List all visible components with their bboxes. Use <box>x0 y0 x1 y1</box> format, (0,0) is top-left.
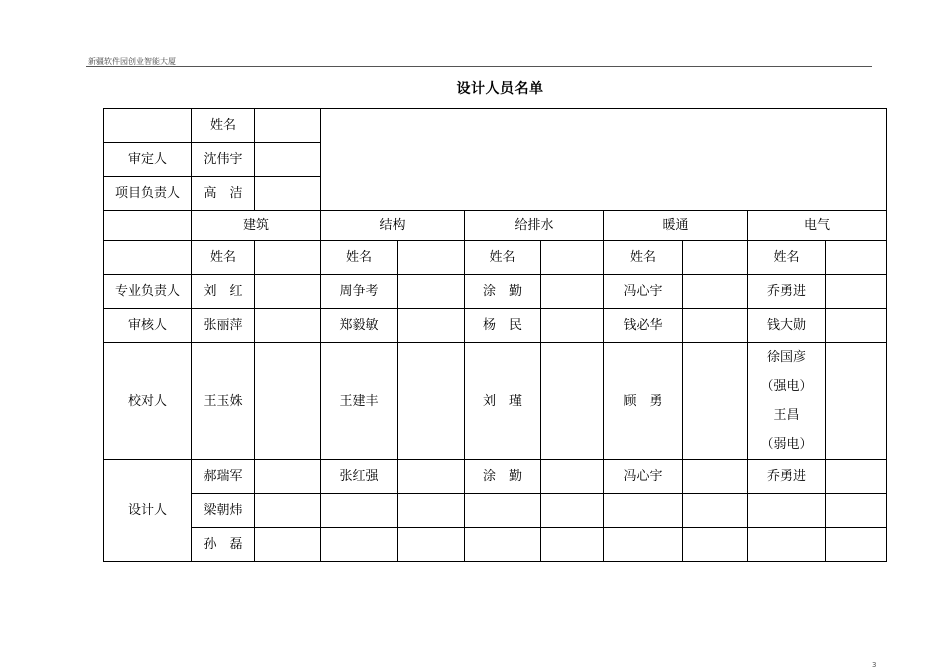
empty-cell <box>541 309 604 343</box>
person-name: 梁朝炜 <box>192 494 255 528</box>
person-name: 乔勇进 <box>748 275 826 309</box>
person-name-multiline <box>748 343 826 460</box>
empty-cell <box>826 275 887 309</box>
name-line: （强电） <box>760 379 813 394</box>
person-name: 钱必华 <box>604 309 683 343</box>
empty-cell <box>465 494 541 528</box>
empty-cell <box>541 343 604 460</box>
blank-area <box>321 109 887 211</box>
empty-cell <box>104 241 192 275</box>
role-label: 审核人 <box>104 309 192 343</box>
empty-cell <box>826 343 887 460</box>
empty-cell <box>826 241 887 275</box>
empty-cell <box>255 275 321 309</box>
empty-cell <box>398 343 465 460</box>
empty-cell <box>541 241 604 275</box>
name-header: 姓名 <box>321 241 398 275</box>
person-name: 周争考 <box>321 275 398 309</box>
empty-cell <box>683 494 748 528</box>
empty-cell <box>748 494 826 528</box>
person-name: 王玉姝 <box>192 343 255 460</box>
empty-cell <box>683 460 748 494</box>
designer-roster-table <box>103 108 887 562</box>
person-name: 郝瑞军 <box>192 460 255 494</box>
name-line: 徐国彦 <box>766 350 806 365</box>
empty-cell <box>826 528 887 562</box>
header-divider <box>86 66 872 67</box>
person-name: 高 洁 <box>192 177 255 211</box>
empty-cell <box>321 494 398 528</box>
person-name: 刘 瑾 <box>465 343 541 460</box>
role-label: 项目负责人 <box>104 177 192 211</box>
empty-cell <box>398 241 465 275</box>
empty-cell <box>683 309 748 343</box>
name-header: 姓名 <box>604 241 683 275</box>
person-name: 王建丰 <box>321 343 398 460</box>
empty-cell <box>398 528 465 562</box>
role-label: 校对人 <box>104 343 192 460</box>
table-row <box>104 528 887 562</box>
empty-cell <box>398 494 465 528</box>
empty-cell <box>104 109 192 143</box>
name-line: 王昌 <box>773 408 800 423</box>
empty-cell <box>255 109 321 143</box>
empty-cell <box>255 309 321 343</box>
empty-cell <box>683 528 748 562</box>
discipline-header: 给排水 <box>465 211 604 241</box>
discipline-header: 暖通 <box>604 211 748 241</box>
empty-cell <box>465 528 541 562</box>
empty-cell <box>104 211 192 241</box>
person-name: 涂 勤 <box>465 275 541 309</box>
empty-cell <box>255 460 321 494</box>
person-name: 张丽萍 <box>192 309 255 343</box>
discipline-header: 电气 <box>748 211 887 241</box>
empty-cell <box>541 494 604 528</box>
empty-cell <box>826 460 887 494</box>
table-row <box>104 109 887 143</box>
running-header: 新疆软件园创业智能大厦 <box>88 57 176 66</box>
empty-cell <box>255 494 321 528</box>
empty-cell <box>541 275 604 309</box>
table-row <box>104 494 887 528</box>
discipline-header: 结构 <box>321 211 465 241</box>
person-name: 刘 红 <box>192 275 255 309</box>
empty-cell <box>541 528 604 562</box>
person-name: 沈伟宇 <box>192 143 255 177</box>
name-line: （弱电） <box>760 437 813 452</box>
empty-cell <box>398 460 465 494</box>
empty-cell <box>604 528 683 562</box>
role-label: 审定人 <box>104 143 192 177</box>
table-row <box>104 275 887 309</box>
name-header: 姓名 <box>192 109 255 143</box>
person-name: 顾 勇 <box>604 343 683 460</box>
name-header: 姓名 <box>748 241 826 275</box>
person-name: 孙 磊 <box>192 528 255 562</box>
table-row <box>104 343 887 460</box>
person-name: 杨 民 <box>465 309 541 343</box>
discipline-header: 建筑 <box>192 211 321 241</box>
role-label: 专业负责人 <box>104 275 192 309</box>
empty-cell <box>255 241 321 275</box>
page-number: 3 <box>872 661 877 669</box>
empty-cell <box>826 494 887 528</box>
empty-cell <box>255 143 321 177</box>
name-header: 姓名 <box>465 241 541 275</box>
person-name: 张红强 <box>321 460 398 494</box>
person-name: 郑毅敏 <box>321 309 398 343</box>
empty-cell <box>255 528 321 562</box>
empty-cell <box>321 528 398 562</box>
empty-cell <box>398 309 465 343</box>
empty-cell <box>255 343 321 460</box>
empty-cell <box>604 494 683 528</box>
person-name: 冯心宇 <box>604 275 683 309</box>
empty-cell <box>683 241 748 275</box>
empty-cell <box>748 528 826 562</box>
empty-cell <box>683 275 748 309</box>
person-name: 涂 勤 <box>465 460 541 494</box>
empty-cell <box>255 177 321 211</box>
empty-cell <box>541 460 604 494</box>
empty-cell <box>398 275 465 309</box>
table-row <box>104 309 887 343</box>
table-row <box>104 460 887 494</box>
person-name: 乔勇进 <box>748 460 826 494</box>
empty-cell <box>683 343 748 460</box>
table-row <box>104 241 887 275</box>
person-name: 冯心宇 <box>604 460 683 494</box>
empty-cell <box>826 309 887 343</box>
role-label: 设计人 <box>104 460 192 562</box>
name-header: 姓名 <box>192 241 255 275</box>
person-name: 钱大勋 <box>748 309 826 343</box>
table-row <box>104 211 887 241</box>
document-title: 设计人员名单 <box>456 81 544 97</box>
